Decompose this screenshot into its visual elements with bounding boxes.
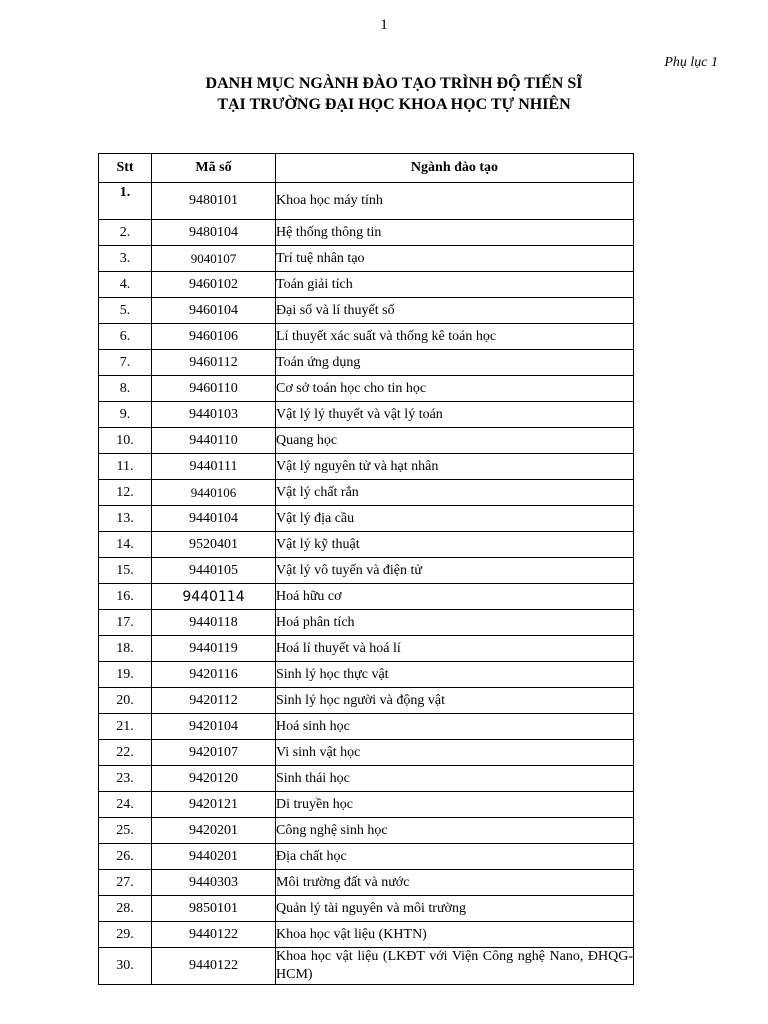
table-row — [99, 402, 634, 428]
table-row — [99, 454, 634, 480]
row-stt: 13. — [99, 506, 152, 532]
row-stt: 15. — [99, 558, 152, 584]
row-code: 9460102 — [152, 272, 276, 298]
row-program-name: Quang học — [276, 428, 634, 454]
table-row — [99, 324, 634, 350]
row-code: 9420112 — [152, 688, 276, 714]
program-table — [98, 153, 634, 985]
row-code: 9440111 — [152, 454, 276, 480]
row-stt: 7. — [99, 350, 152, 376]
table-row — [99, 376, 634, 402]
row-program-name: Đại số và lí thuyết số — [276, 298, 634, 324]
row-code: 9440201 — [152, 844, 276, 870]
title-line-1: DANH MỤC NGÀNH ĐÀO TẠO TRÌNH ĐỘ TIẾN SĨ — [205, 75, 583, 92]
table-row — [99, 688, 634, 714]
row-code: 9480104 — [152, 220, 276, 246]
row-code: 9460106 — [152, 324, 276, 350]
row-code: 9440122 — [152, 922, 276, 948]
row-stt: 1. — [99, 183, 152, 220]
row-program-name: Sinh lý học thực vật — [276, 662, 634, 688]
table-row — [99, 506, 634, 532]
row-stt: 12. — [99, 480, 152, 506]
row-program-name: Toán giải tích — [276, 272, 634, 298]
document-title — [0, 73, 768, 115]
row-stt: 23. — [99, 766, 152, 792]
row-program-name: Hoá lí thuyết và hoá lí — [276, 636, 634, 662]
table-header-row — [99, 154, 634, 183]
table-row — [99, 428, 634, 454]
row-program-name: Vật lý địa cầu — [276, 506, 634, 532]
table-row — [99, 844, 634, 870]
row-code: 9460104 — [152, 298, 276, 324]
table-row — [99, 584, 634, 610]
row-code: 9440103 — [152, 402, 276, 428]
row-program-name: Hoá phân tích — [276, 610, 634, 636]
row-stt: 16. — [99, 584, 152, 610]
row-program-name: Vật lý vô tuyến và điện tử — [276, 558, 634, 584]
header-code: Mã số — [152, 154, 276, 183]
row-code: 9440122 — [152, 948, 276, 985]
row-program-name: Cơ sở toán học cho tin học — [276, 376, 634, 402]
title-line-2: TẠI TRƯỜNG ĐẠI HỌC KHOA HỌC TỰ NHIÊN — [217, 96, 571, 113]
header-program: Ngành đào tạo — [276, 154, 634, 183]
row-code: 9850101 — [152, 896, 276, 922]
row-code: 9040107 — [152, 246, 276, 272]
row-code: 9440118 — [152, 610, 276, 636]
row-code: 9420107 — [152, 740, 276, 766]
row-stt: 30. — [99, 948, 152, 985]
row-stt: 21. — [99, 714, 152, 740]
table-row — [99, 792, 634, 818]
row-code: 9420104 — [152, 714, 276, 740]
table-row — [99, 948, 634, 985]
row-program-name: Vật lý lý thuyết và vật lý toán — [276, 402, 634, 428]
row-program-name: Trí tuệ nhân tạo — [276, 246, 634, 272]
row-code: 9420116 — [152, 662, 276, 688]
row-program-name: Địa chất học — [276, 844, 634, 870]
row-program-name: Di truyền học — [276, 792, 634, 818]
row-stt: 24. — [99, 792, 152, 818]
row-stt: 6. — [99, 324, 152, 350]
table-row — [99, 636, 634, 662]
row-code: 9440114 — [152, 584, 276, 610]
page-number: 1 — [380, 17, 388, 33]
table-row — [99, 272, 634, 298]
row-code: 9480101 — [152, 183, 276, 220]
row-program-name: Khoa học vật liệu (KHTN) — [276, 922, 634, 948]
row-code: 9440110 — [152, 428, 276, 454]
row-stt: 10. — [99, 428, 152, 454]
row-program-name: Khoa học máy tính — [276, 183, 634, 220]
row-stt: 14. — [99, 532, 152, 558]
row-program-name: Hoá sinh học — [276, 714, 634, 740]
row-code: 9520401 — [152, 532, 276, 558]
row-program-name: Lí thuyết xác suất và thống kê toán học — [276, 324, 634, 350]
row-program-name: Vật lý nguyên tử và hạt nhân — [276, 454, 634, 480]
table-row — [99, 480, 634, 506]
row-program-name: Hệ thống thông tin — [276, 220, 634, 246]
row-program-name: Vi sinh vật học — [276, 740, 634, 766]
row-program-name: Vật lý kỹ thuật — [276, 532, 634, 558]
table-body — [99, 183, 634, 985]
row-stt: 18. — [99, 636, 152, 662]
row-stt: 8. — [99, 376, 152, 402]
row-program-name: Công nghệ sinh học — [276, 818, 634, 844]
row-stt: 9. — [99, 402, 152, 428]
row-stt: 17. — [99, 610, 152, 636]
appendix-label: Phụ lục 1 — [664, 55, 718, 70]
row-stt: 29. — [99, 922, 152, 948]
table-row — [99, 350, 634, 376]
table-row — [99, 662, 634, 688]
row-program-name: Quản lý tài nguyên và môi trường — [276, 896, 634, 922]
table-row — [99, 220, 634, 246]
row-code: 9440104 — [152, 506, 276, 532]
table-row — [99, 766, 634, 792]
row-code: 9460110 — [152, 376, 276, 402]
table-row — [99, 298, 634, 324]
row-code: 9420201 — [152, 818, 276, 844]
row-program-name: Toán ứng dụng — [276, 350, 634, 376]
row-stt: 2. — [99, 220, 152, 246]
table-row — [99, 740, 634, 766]
row-code: 9440119 — [152, 636, 276, 662]
row-stt: 5. — [99, 298, 152, 324]
row-stt: 25. — [99, 818, 152, 844]
row-stt: 19. — [99, 662, 152, 688]
table-row — [99, 558, 634, 584]
row-stt: 3. — [99, 246, 152, 272]
row-stt: 22. — [99, 740, 152, 766]
row-program-name: Vật lý chất rắn — [276, 480, 634, 506]
row-code: 9420121 — [152, 792, 276, 818]
row-stt: 11. — [99, 454, 152, 480]
row-code: 9460112 — [152, 350, 276, 376]
table-row — [99, 922, 634, 948]
table-row — [99, 532, 634, 558]
row-program-name: Sinh lý học người và động vật — [276, 688, 634, 714]
row-program-name: Sinh thái học — [276, 766, 634, 792]
header-stt: Stt — [99, 154, 152, 183]
row-program-name: Môi trường đất và nước — [276, 870, 634, 896]
row-code: 9420120 — [152, 766, 276, 792]
row-stt: 27. — [99, 870, 152, 896]
row-code: 9440106 — [152, 480, 276, 506]
table-row — [99, 183, 634, 220]
row-code: 9440303 — [152, 870, 276, 896]
row-code: 9440105 — [152, 558, 276, 584]
row-stt: 28. — [99, 896, 152, 922]
row-stt: 20. — [99, 688, 152, 714]
table-row — [99, 714, 634, 740]
table-row — [99, 870, 634, 896]
row-program-name: Khoa học vật liệu (LKĐT với Viện Công nghệ Nano, ĐHQG-HCM) — [276, 948, 634, 985]
table-row — [99, 818, 634, 844]
table-row — [99, 246, 634, 272]
table-row — [99, 896, 634, 922]
row-program-name: Hoá hữu cơ — [276, 584, 634, 610]
table-row — [99, 610, 634, 636]
row-stt: 4. — [99, 272, 152, 298]
row-stt: 26. — [99, 844, 152, 870]
